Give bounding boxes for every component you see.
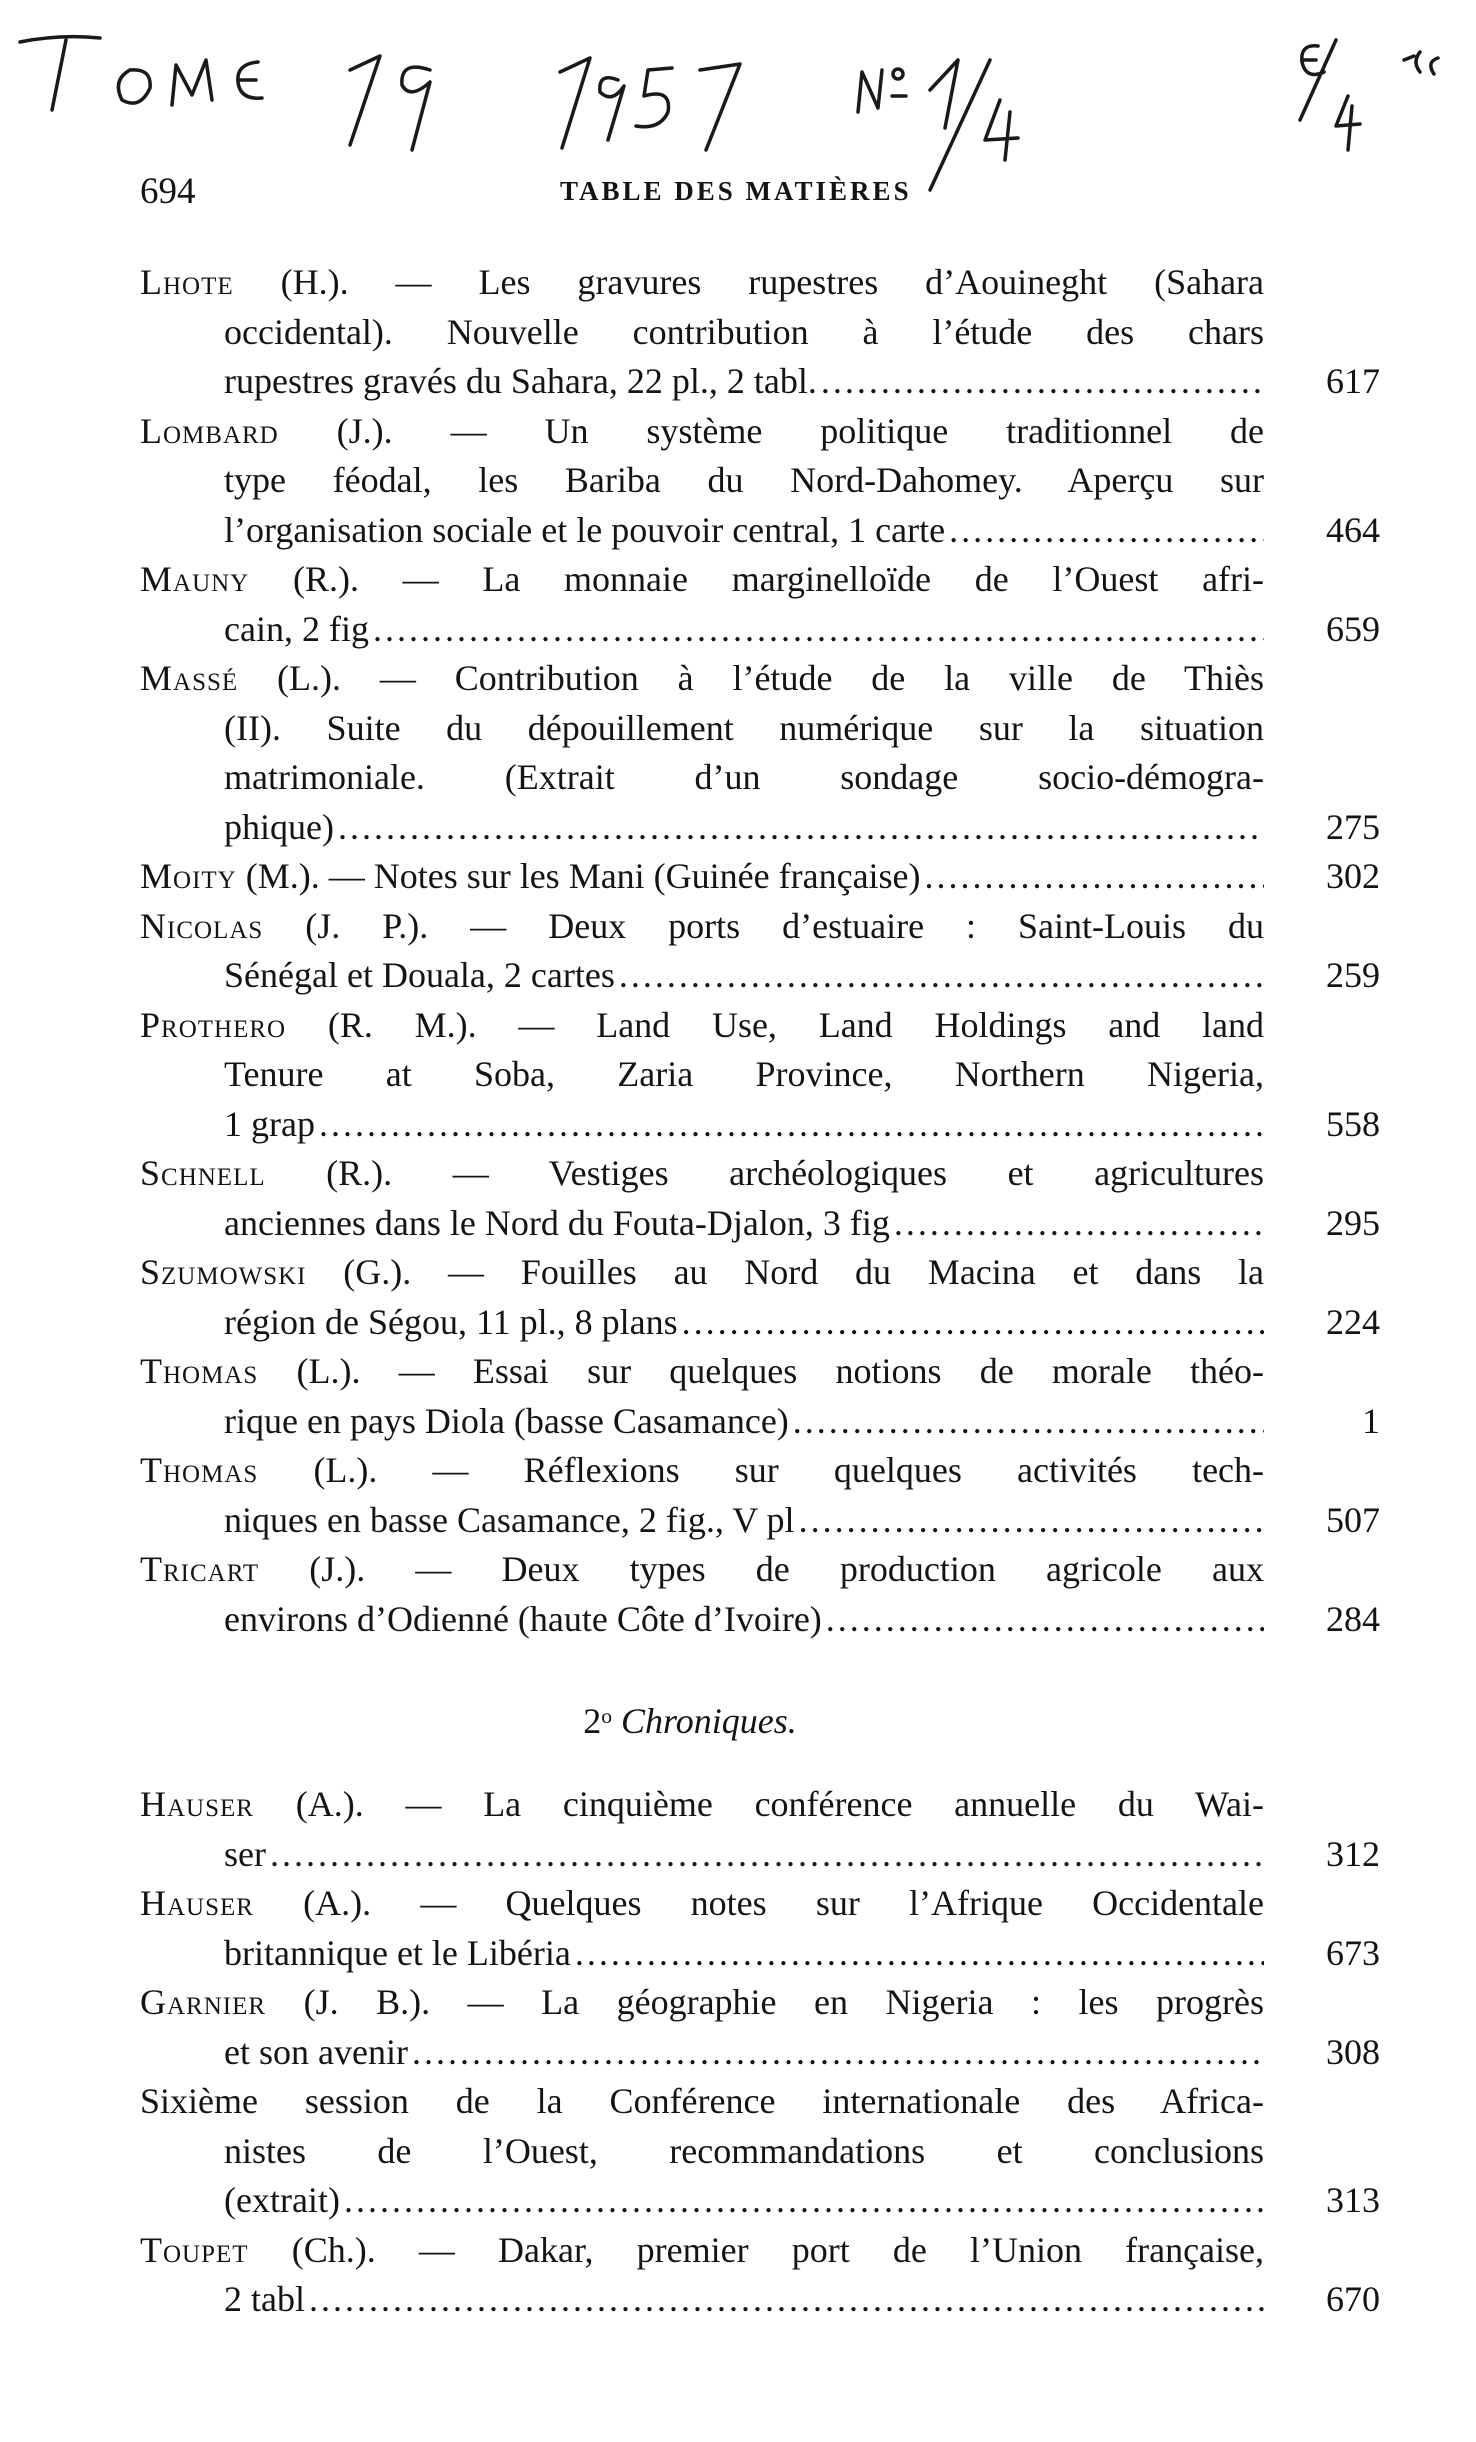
entry-initials: (R.). [326, 1153, 393, 1193]
entry-last-text: (extrait) [224, 2180, 340, 2220]
dot-leader [799, 1496, 1264, 1546]
entry-author: Thomas [140, 1450, 259, 1490]
entry-page-number: 558 [1326, 1103, 1380, 1144]
page-header [140, 170, 1340, 220]
entry-last-text: ser [224, 1833, 266, 1874]
entry-initials: (J. P.). [305, 905, 429, 946]
entry-last-text: rique en pays Diola (basse Casamance) [224, 1400, 789, 1441]
entry-line-text: Tenure at Soba, Zaria Province, Northern Nigeria, [224, 1054, 1264, 1094]
dot-leader [793, 1397, 1264, 1447]
entry-author: Thomas [140, 1351, 259, 1391]
toc-entry [140, 902, 1380, 1001]
dot-leader [412, 2028, 1264, 2078]
toc-entry [140, 1347, 1380, 1446]
toc-entry [140, 555, 1380, 654]
toc-entry [140, 258, 1380, 407]
contents-list-part1 [140, 258, 1380, 1644]
dot-leader [338, 803, 1264, 853]
entry-initials: (J.). [336, 410, 393, 451]
entry-page-number: 507 [1326, 1499, 1380, 1540]
entry-page-number: 224 [1326, 1301, 1380, 1342]
entry-last-text: l’organisation sociale et le pouvoir central, 1 carte [224, 509, 946, 550]
entry-line-text: nistes de l’Ouest, recommandations et conclusions [224, 2130, 1264, 2171]
entry-last-text: britannique et le Libéria [224, 1932, 571, 1973]
entry-line-text: — Vestiges archéologiques et agricultures [452, 1153, 1265, 1193]
toc-entry [140, 1248, 1380, 1347]
entry-initials: (G.). [343, 1252, 412, 1292]
entry-line-text: matrimoniale. (Extrait d’un sondage socio-démogra- [224, 757, 1264, 797]
entry-line [140, 1879, 1264, 1929]
toc-entry [140, 2077, 1380, 2226]
entry-last-line [140, 1199, 1264, 1249]
entry-author: Lhote [140, 262, 234, 302]
entry-line-text: occidental). Nouvelle contribution à l’étude des chars [224, 311, 1264, 352]
entry-author: Hauser [140, 1784, 254, 1824]
page-number: 694 [140, 171, 196, 212]
entry-last-text: rupestres gravés du Sahara, 22 pl., 2 tabl. [224, 361, 817, 401]
entry-last-line [140, 1496, 1264, 1546]
entry-last-text: niques en basse Casamance, 2 fig., V pl [224, 1499, 795, 1540]
entry-line [140, 1050, 1264, 1100]
entry-initials: (L.). [313, 1450, 378, 1490]
entry-last-line [140, 1100, 1264, 1150]
entry-line [140, 1545, 1264, 1595]
section-heading-chroniques [140, 1700, 1240, 1742]
entry-line-text: — Fouilles au Nord du Macina et dans la [448, 1252, 1264, 1292]
entry-author: Nicolas [140, 905, 264, 946]
entry-line [140, 1149, 1264, 1199]
entry-page-number: 1 [1362, 1400, 1380, 1441]
entry-initials: (Ch.). [291, 2229, 376, 2270]
entry-page-number: 670 [1326, 2279, 1380, 2319]
entry-last-text: anciennes dans le Nord du Fouta-Djalon, 3 fig [224, 1202, 890, 1243]
entry-line [140, 2077, 1264, 2127]
entry-author: Garnier [140, 1982, 267, 2022]
entry-line [140, 2127, 1264, 2177]
entry-page-number: 302 [1326, 856, 1380, 896]
entry-line [140, 456, 1264, 506]
entry-line [140, 704, 1264, 754]
entry-initials: (H.). [280, 262, 349, 302]
entry-line-text: — La géographie en Nigeria : les progrès [467, 1982, 1264, 2022]
entry-last-line [140, 357, 1264, 407]
entry-initials: (R. M.). [327, 1004, 477, 1045]
toc-entry [140, 1446, 1380, 1545]
entry-last-text: région de Ségou, 11 pl., 8 plans [224, 1301, 678, 1342]
entry-line-text: — Un système politique traditionnel de [450, 410, 1265, 451]
entry-author: Szumowski [140, 1252, 307, 1292]
toc-entry [140, 1978, 1380, 2077]
entry-last-text: 2 tabl [224, 2279, 305, 2319]
section-number: 2 [583, 1701, 602, 1741]
entry-line [140, 308, 1264, 358]
entry-line [140, 1978, 1264, 2028]
dot-leader [270, 1830, 1264, 1880]
entry-line [140, 555, 1264, 605]
entry-last-line [140, 803, 1264, 853]
dot-leader [949, 506, 1264, 556]
dot-leader [925, 852, 1264, 902]
entry-line [140, 1248, 1264, 1298]
toc-entry [140, 2226, 1380, 2325]
entry-last-line [140, 2176, 1264, 2226]
entry-line-text: — Réflexions sur quelques activités tech- [432, 1450, 1265, 1490]
entry-line-text: — Land Use, Land Holdings and land [518, 1004, 1264, 1045]
entry-author: Mauny [140, 559, 250, 599]
dot-leader [894, 1199, 1264, 1249]
entry-line [140, 1001, 1264, 1051]
entry-title-text: — Notes sur les Mani (Guinée française) [328, 856, 921, 896]
toc-entry [140, 407, 1380, 556]
dot-leader [309, 2275, 1264, 2325]
entry-page-number: 464 [1326, 509, 1380, 550]
entry-last-text: 1 grap [224, 1103, 315, 1144]
entry-line-text: type féodal, les Bariba du Nord-Dahomey. Aperçu sur [224, 460, 1264, 500]
entry-last-line [140, 506, 1264, 556]
entry-last-line [140, 951, 1264, 1001]
entry-last-text: cain, 2 fig [224, 608, 369, 649]
entry-page-number: 659 [1326, 608, 1380, 649]
entry-line-text: — Deux types de production agricole aux [415, 1549, 1264, 1589]
entry-line [140, 1446, 1264, 1496]
entry-initials: (R.). [292, 559, 359, 599]
toc-entry [140, 1545, 1380, 1644]
entry-line [140, 1347, 1264, 1397]
entry-line [140, 2226, 1264, 2276]
entry-last-line [140, 605, 1264, 655]
entry-author: Moity [140, 856, 237, 896]
entry-initials: (M.). [245, 856, 320, 896]
dot-leader [619, 951, 1264, 1001]
entry-page-number: 313 [1326, 2180, 1380, 2220]
entry-last-text: environs d’Odienné (haute Côte d’Ivoire) [224, 1598, 822, 1639]
toc-entry [140, 1780, 1380, 1879]
entry-page-number: 259 [1326, 955, 1380, 995]
entry-page-number: 673 [1326, 1932, 1380, 1973]
entry-line-text: — Essai sur quelques notions de morale théo- [398, 1351, 1265, 1391]
entry-initials: (J.). [309, 1549, 366, 1589]
entry-initials: (L.). [296, 1351, 361, 1391]
entry-initials: (A.). [303, 1883, 372, 1923]
entry-last-text: phique) [224, 806, 334, 847]
entry-last-line [140, 1929, 1264, 1979]
entry-author: Tricart [140, 1549, 260, 1589]
entry-author: Schnell [140, 1153, 266, 1193]
entry-last-line [140, 1397, 1264, 1447]
entry-last-text: Sénégal et Douala, 2 cartes [224, 955, 615, 995]
entry-line [140, 1780, 1264, 1830]
dot-leader [373, 605, 1264, 655]
entry-page-number: 312 [1326, 1833, 1380, 1874]
entry-line-text: — Les gravures rupestres d’Aouineght (Sahara [395, 262, 1265, 302]
entry-last-line [140, 1298, 1264, 1348]
entry-line-text: — La monnaie marginelloïde de l’Ouest afri- [402, 559, 1265, 599]
dot-leader [682, 1298, 1264, 1348]
dot-leader [344, 2176, 1264, 2226]
entry-initials: (L.). [277, 658, 341, 698]
entry-initials: (A.). [295, 1784, 364, 1824]
entry-line-text: — Dakar, premier port de l’Union française, [418, 2229, 1265, 2270]
dot-leader [575, 1929, 1264, 1979]
entry-line [140, 902, 1264, 952]
entry-line [140, 407, 1264, 457]
section-degree: o [601, 1704, 613, 1728]
entry-last-line [140, 2275, 1264, 2325]
entry-author: Hauser [140, 1883, 254, 1923]
entry-page-number: 308 [1326, 2031, 1380, 2072]
entry-initials: (J. B.). [303, 1982, 431, 2022]
entry-line-text: Sixième session de la Conférence internationale des Africa- [140, 2081, 1264, 2121]
dot-leader [821, 357, 1264, 407]
dot-leader [826, 1595, 1264, 1645]
toc-entry [140, 852, 1380, 902]
entry-line-text: — La cinquième conférence annuelle du Wai- [405, 1784, 1265, 1824]
toc-entry [140, 1001, 1380, 1150]
entry-line [140, 258, 1264, 308]
entry-page-number: 284 [1326, 1598, 1380, 1639]
entry-line [140, 654, 1264, 704]
entry-author: Prothero [140, 1004, 287, 1045]
entry-page-number: 295 [1326, 1202, 1380, 1243]
contents-list-part2 [140, 1780, 1380, 2325]
entry-line-text: — Deux ports d’estuaire : Saint-Louis du [470, 905, 1265, 946]
entry-last-line [140, 1830, 1264, 1880]
entry-author: Massé [140, 658, 239, 698]
entry-page-number: 275 [1326, 806, 1380, 847]
toc-entry [140, 654, 1380, 852]
entry-last-line [140, 852, 1264, 902]
entry-author: Toupet [140, 2229, 249, 2270]
running-title: TABLE DES MATIÈRES [560, 176, 912, 206]
entry-line [140, 753, 1264, 803]
entry-line-text: — Quelques notes sur l’Afrique Occidentale [420, 1883, 1265, 1923]
entry-page-number: 617 [1326, 361, 1380, 401]
entry-author: Lombard [140, 410, 279, 451]
entry-last-text: et son avenir [224, 2031, 408, 2072]
section-title: Chroniques. [621, 1701, 797, 1741]
entry-last-line [140, 2028, 1264, 2078]
entry-line-text: — Contribution à l’étude de la ville de Thiès [379, 658, 1265, 698]
entry-line-text: (II). Suite du dépouillement numérique sur la situation [224, 707, 1264, 748]
toc-entry [140, 1149, 1380, 1248]
entry-last-line [140, 1595, 1264, 1645]
dot-leader [319, 1100, 1264, 1150]
toc-entry [140, 1879, 1380, 1978]
